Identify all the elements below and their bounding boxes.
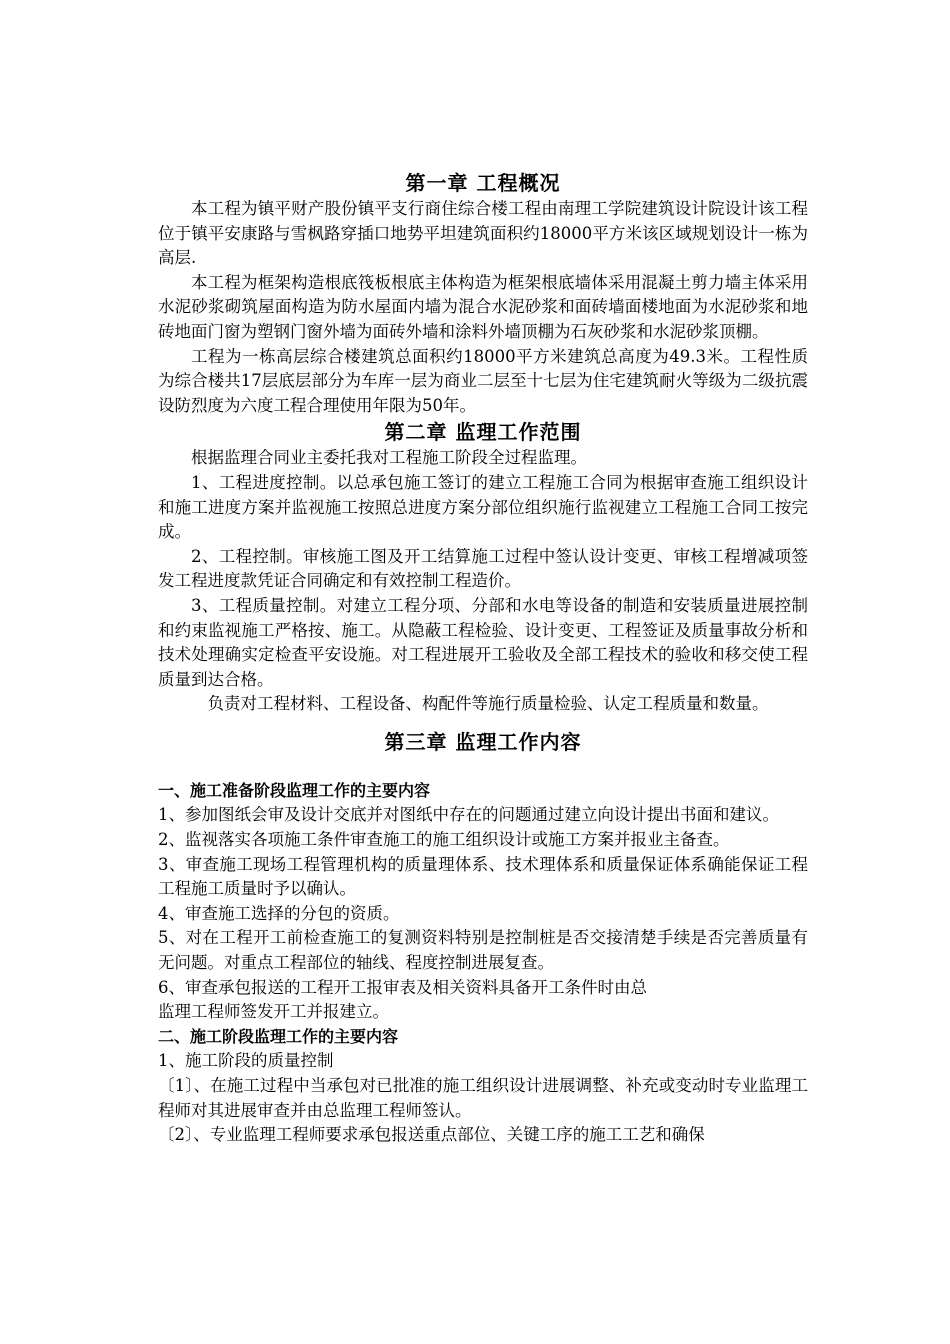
chapter-3-title: 第三章 监理工作内容 — [384, 729, 582, 754]
paragraph: 3、工程质量控制。对建立工程分项、分部和水电等设备的制造和安装质量进展控制和约束监视施工严格按、施工。从隐蔽工程检验、设计变更、工程签证及质量事故分析和技术处理确实定检查平安设施。对工程进展开工验收及全部工程技术的验收和移交使工程质量到达合格。 — [158, 595, 808, 689]
chapter-1-title: 第一章 工程概况 — [405, 171, 561, 195]
list-item: 5、对在工程开工前检查施工的复测资料特别是控制桩是否交接清楚手续是否完善质量有无问题。对重点工程部位的轴线、程度控制进展复查。 — [158, 928, 808, 973]
chapter-2-title: 第二章 监理工作范围 — [384, 420, 582, 445]
list-item: 〔1〕、在施工过程中当承包对已批准的施工组织设计进展调整、补充或变动时专业监理工程师对其进展审查并由总监理工程师签认。 — [158, 1076, 808, 1120]
paragraph: 根据监理合同业主委托我对工程施工阶段全过程监理。 — [191, 448, 587, 468]
list-item: 6、审查承包报送的工程开工报审表及相关资料具备开工条件时由总 — [158, 977, 647, 997]
paragraph: 2、工程控制。审核施工图及开工结算施工过程中签认设计变更、审核工程增减项签发工程进度款凭证合同确定和有效控制工程造价。 — [158, 546, 808, 591]
paragraph: 本工程为镇平财产股份镇平支行商住综合楼工程由南理工学院建筑设计院设计该工程位于镇平安康路与雪枫路穿插口地势平坦建筑面积约18000平方米该区域规划设计一栋为高层. — [158, 199, 808, 268]
list-item: 4、审查施工选择的分包的资质。 — [158, 903, 400, 923]
list-item: 1、参加图纸会审及设计交底并对图纸中存在的问题通过建立向设计提出书面和建议。 — [158, 805, 779, 825]
paragraph: 工程为一栋高层综合楼建筑总面积约18000平方米建筑总高度为49.3米。工程性质为综合楼共17层底层部分为车库一层为商业二层至十七层为住宅建筑耐火等级为二级抗震设防烈度为六度工程合理使用年限为50年。 — [158, 346, 808, 415]
paragraph: 1、工程进度控制。以总承包施工签订的建立工程施工合同为根据审查施工组织设计和施工进度方案并监视施工按照总进度方案分部位组织施行监视建立工程施工合同工按完成。 — [158, 472, 808, 542]
list-item: 1、施工阶段的质量控制 — [158, 1051, 334, 1071]
section-title: 一、施工准备阶段监理工作的主要内容 — [158, 780, 431, 800]
list-item: 2、监视落实各项施工条件审查施工的施工组织设计或施工方案并报业主备查。 — [158, 830, 730, 850]
list-item: 监理工程师签发开工并报建立。 — [158, 1002, 389, 1022]
paragraph: 本工程为框架构造根底筏板根底主体构造为框架根底墙体采用混凝土剪力墙主体采用水泥砂浆砌筑屋面构造为防水屋面内墙为混合水泥砂浆和面砖墙面楼地面为水泥砂浆和地砖地面门窗为塑钢门窗外墙为面砖外墙和涂料外墙顶棚为石灰砂浆和水泥砂浆顶棚。 — [158, 272, 808, 341]
list-item: 〔2〕、专业监理工程师要求承包报送重点部位、关键工序的施工工艺和确保 — [158, 1125, 705, 1145]
document-page — [158, 170, 808, 1148]
section-title: 二、施工阶段监理工作的主要内容 — [158, 1026, 399, 1046]
list-item: 3、审查施工现场工程管理机构的质量理体系、技术理体系和质量保证体系确能保证工程工程施工质量时予以确认。 — [158, 854, 808, 899]
paragraph: 负责对工程材料、工程设备、构配件等施行质量检验、认定工程质量和数量。 — [207, 694, 769, 714]
